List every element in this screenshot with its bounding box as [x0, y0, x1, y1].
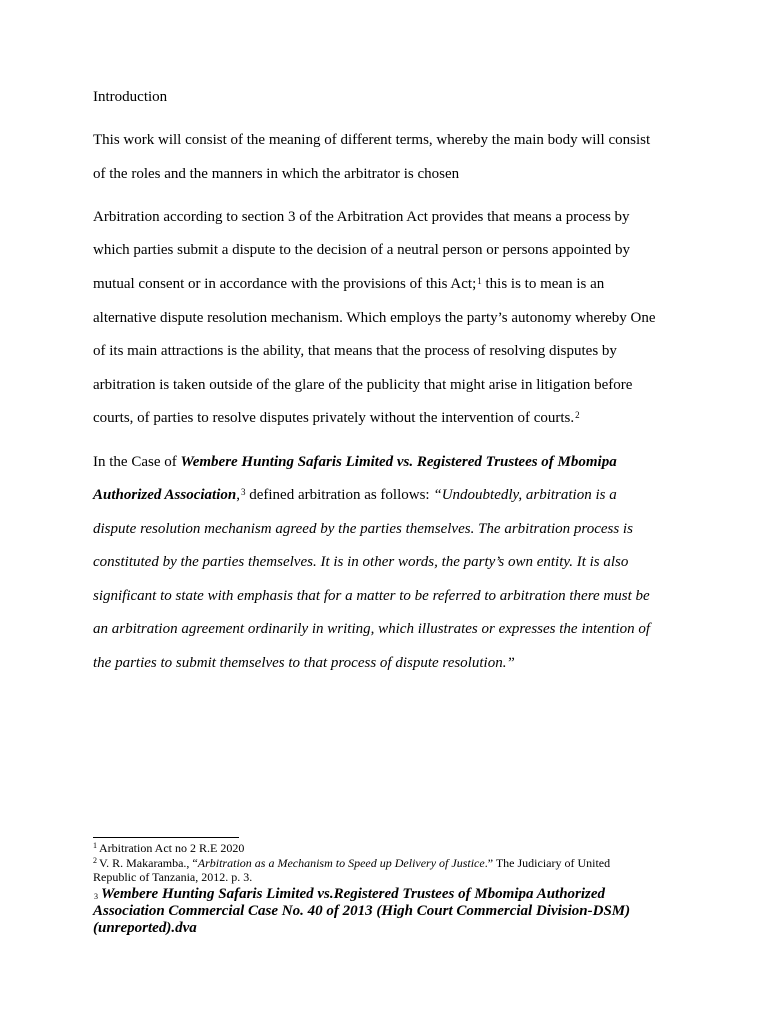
paragraph-1-line-1: This work will consist of the meaning of different terms, whereby the main body will consist [93, 132, 651, 148]
footnote-2: $^2$ V. R. Makaramba., “Arbitration as a Mechanism to Speed up Delivery of Justice.” The Judiciary of United [93, 856, 611, 870]
paragraph-2-line-6: arbitration is taken outside of the glare of the publicity that might arise in litigation before [93, 377, 633, 393]
paragraph-3-line-1: In the Case of Wembere Hunting Safaris Limited vs. Registered Trustees of Mbomipa [93, 454, 617, 470]
case-name-continued: Authorized Association [93, 487, 237, 503]
footnote-1: $^1$ Arbitration Act no 2 R.E 2020 [93, 841, 245, 855]
paragraph-3-line-5: significant to state with emphasis that for a matter to be referred to arbitration there must be [93, 588, 650, 604]
paragraph-2-line-3: mutual consent or in accordance with the provisions of this Act;$^1$ this is to mean is an [93, 276, 605, 292]
paragraph-3-line-2: Authorized Association,$^3$ defined arbitration as follows: “Undoubtedly, arbitration is a [93, 487, 617, 503]
footnote-ref-1[interactable]: 1 [477, 276, 482, 286]
paragraph-3-line-6: an arbitration agreement ordinarily in writing, which illustrates or expresses the intention of [93, 621, 651, 637]
footnote-ref-2[interactable]: 2 [575, 410, 580, 420]
section-heading: Introduction [93, 89, 168, 105]
footnote-ref-3[interactable]: 3 [240, 487, 246, 497]
paragraph-2-line-1: Arbitration according to section 3 of the Arbitration Act provides that means a process by [93, 209, 630, 225]
footnote-3: $^3$ Wembere Hunting Safaris Limited vs.Registered Trustees of Mbomipa Authorized Association Commercial Case No. 40 of 2013 (High Court Commercial Division-DSM) (unreported).dva [93, 886, 631, 936]
footnote-separator [93, 837, 239, 838]
footnote-2-continued: Republic of Tanzania, 2012. p. 3. [93, 870, 253, 884]
paragraph-2-line-2: which parties submit a dispute to the decision of a neutral person or persons appointed by [93, 242, 630, 258]
case-name: Wembere Hunting Safaris Limited vs. Registered Trustees of Mbomipa [180, 454, 617, 470]
paragraph-3-line-7: the parties to submit themselves to that process of dispute resolution.” [93, 655, 515, 671]
paragraph-2-line-7: courts, of parties to resolve disputes privately without the intervention of courts.$^2$ [93, 410, 580, 426]
paragraph-3-line-4: constituted by the parties themselves. It is in other words, the party’s own entity. It is also [93, 554, 629, 570]
paragraph-2-line-4: alternative dispute resolution mechanism. Which employs the party’s autonomy whereby One [93, 310, 656, 326]
quote-start: “Undoubtedly, arbitration is a [433, 487, 617, 503]
paragraph-2-line-5: of its main attractions is the ability, that means that the process of resolving disputes by [93, 343, 617, 359]
paragraph-1-line-2: of the roles and the manners in which the arbitrator is chosen [93, 166, 460, 182]
paragraph-3-line-3: dispute resolution mechanism agreed by the parties themselves. The arbitration process is [93, 521, 633, 537]
